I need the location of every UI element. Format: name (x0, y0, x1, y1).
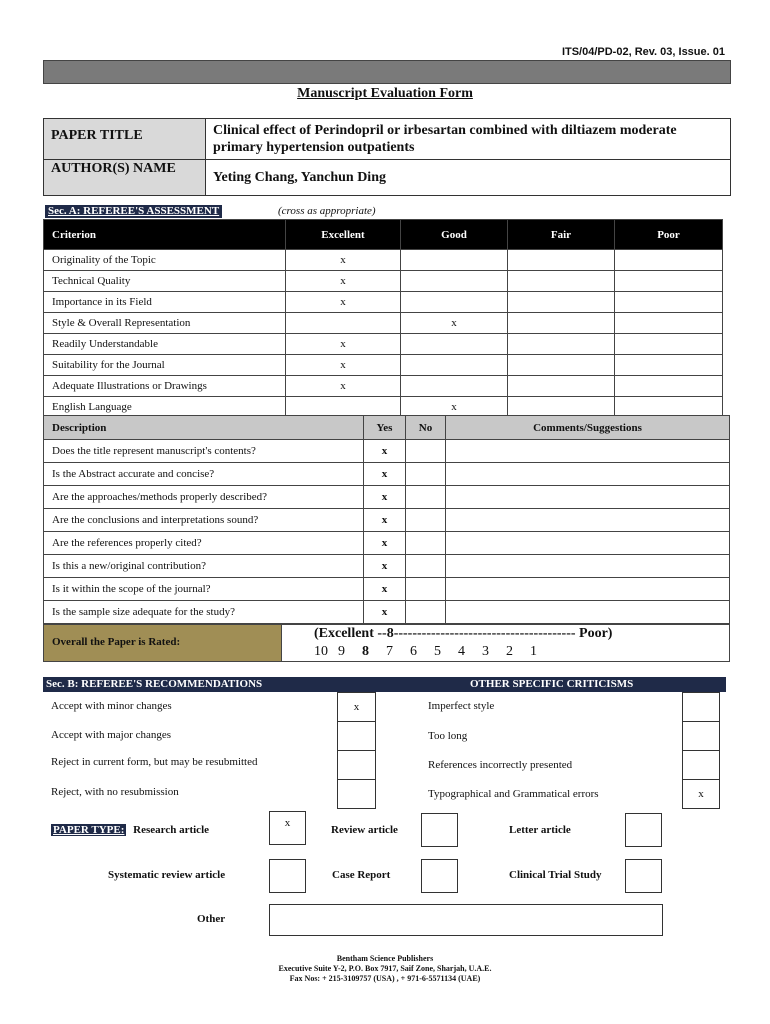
excellent-cell[interactable]: x (286, 271, 401, 292)
question-row (44, 509, 730, 532)
col-criterion: Criterion (44, 220, 286, 250)
col-excellent: Excellent (286, 220, 401, 250)
no-cell[interactable] (406, 440, 446, 463)
fair-cell[interactable] (508, 376, 615, 397)
no-cell[interactable] (406, 463, 446, 486)
fair-cell[interactable] (508, 313, 615, 334)
rating-option[interactable]: 7 (386, 644, 393, 659)
question-row (44, 486, 730, 509)
criterion-label: Style & Overall Representation (44, 313, 286, 334)
poor-cell[interactable] (615, 334, 723, 355)
paper-type-checkbox[interactable] (421, 813, 458, 847)
criterion-label: Suitability for the Journal (44, 355, 286, 376)
fair-cell[interactable] (508, 271, 615, 292)
excellent-cell[interactable]: x (286, 334, 401, 355)
good-cell[interactable] (401, 271, 508, 292)
col-good: Good (401, 220, 508, 250)
paper-type-row (51, 824, 209, 836)
yes-cell[interactable]: x (364, 578, 406, 601)
paper-type-option-label: Case Report (332, 869, 391, 881)
recommendation-label: Reject in current form, but may be resubmitted (51, 756, 258, 768)
good-cell[interactable]: x (401, 313, 508, 334)
col-fair: Fair (508, 220, 615, 250)
criticism-checkbox[interactable]: x (682, 779, 720, 809)
paper-title-label: PAPER TITLE (44, 119, 206, 160)
section-b-heading (43, 677, 726, 692)
comment-cell[interactable] (446, 509, 730, 532)
rating-option[interactable]: 3 (482, 644, 489, 659)
good-cell[interactable]: x (401, 397, 508, 418)
assessment-header-row (44, 220, 723, 250)
no-cell[interactable] (406, 509, 446, 532)
rating-option[interactable]: 6 (410, 644, 417, 659)
assessment-row (44, 313, 723, 334)
good-cell[interactable] (401, 334, 508, 355)
criticism-label: Imperfect style (428, 700, 495, 712)
assessment-row (44, 292, 723, 313)
poor-cell[interactable] (615, 250, 723, 271)
question-text: Are the approaches/methods properly described? (44, 486, 364, 509)
question-row (44, 463, 730, 486)
yes-cell[interactable]: x (364, 601, 406, 624)
fair-cell[interactable] (508, 334, 615, 355)
rating-option[interactable]: 9 (338, 644, 345, 659)
question-row (44, 601, 730, 624)
excellent-cell[interactable]: x (286, 376, 401, 397)
col-poor: Poor (615, 220, 723, 250)
rating-option-selected[interactable]: 8 (362, 644, 369, 659)
criticism-checkbox[interactable] (682, 750, 720, 780)
paper-type-checkbox[interactable]: x (269, 811, 306, 845)
recommendation-checkbox[interactable] (337, 721, 376, 751)
criticism-checkbox[interactable] (682, 692, 720, 722)
criterion-label: Originality of the Topic (44, 250, 286, 271)
comment-cell[interactable] (446, 463, 730, 486)
question-row (44, 578, 730, 601)
criticism-checkbox[interactable] (682, 721, 720, 751)
other-input[interactable] (269, 904, 663, 936)
rating-option[interactable]: 10 (314, 644, 328, 659)
question-text: Is the sample size adequate for the study? (44, 601, 364, 624)
question-text: Is the Abstract accurate and concise? (44, 463, 364, 486)
no-cell[interactable] (406, 555, 446, 578)
paper-type-option-label: Research article (133, 824, 210, 836)
poor-cell[interactable] (615, 271, 723, 292)
criterion-label: Readily Understandable (44, 334, 286, 355)
comment-cell[interactable] (446, 486, 730, 509)
good-cell[interactable] (401, 376, 508, 397)
overall-rating-label: Overall the Paper is Rated: (43, 624, 282, 662)
question-row (44, 440, 730, 463)
yes-cell[interactable]: x (364, 555, 406, 578)
assessment-table (43, 219, 723, 418)
recommendation-checkbox[interactable]: x (337, 692, 376, 722)
recommendation-label: Accept with major changes (51, 729, 172, 741)
yes-cell[interactable]: x (364, 463, 406, 486)
paper-type-checkbox[interactable] (625, 859, 662, 893)
footer-fax: Fax Nos: + 215-3109757 (USA) , + 971-6-5571134 (UAE) (289, 974, 481, 983)
excellent-cell[interactable]: x (286, 355, 401, 376)
rating-line: (Excellent --8--------------------------------------- Poor) (314, 626, 613, 641)
no-cell[interactable] (406, 601, 446, 624)
cross-note: (cross as appropriate) (278, 205, 376, 217)
poor-cell[interactable] (615, 292, 723, 313)
paper-type-option-label: Systematic review article (108, 869, 226, 881)
comment-cell[interactable] (446, 555, 730, 578)
comment-cell[interactable] (446, 440, 730, 463)
comment-cell[interactable] (446, 532, 730, 555)
questions-header-row (44, 416, 730, 440)
criticism-label: Typographical and Grammatical errors (428, 788, 599, 800)
question-text: Are the conclusions and interpretations sound? (44, 509, 364, 532)
question-text: Is this a new/original contribution? (44, 555, 364, 578)
no-cell[interactable] (406, 578, 446, 601)
paper-title-value[interactable]: Clinical effect of Perindopril or irbesartan combined with diltiazem moderate primary hypertension outpatients (206, 119, 731, 160)
no-cell[interactable] (406, 486, 446, 509)
question-text: Does the title represent manuscript's contents? (44, 440, 364, 463)
col-comments: Comments/Suggestions (446, 416, 730, 440)
good-cell[interactable] (401, 355, 508, 376)
assessment-row (44, 250, 723, 271)
assessment-row (44, 334, 723, 355)
yes-cell[interactable]: x (364, 509, 406, 532)
yes-cell[interactable]: x (364, 440, 406, 463)
criterion-label: Importance in its Field (44, 292, 286, 313)
comment-cell[interactable] (446, 578, 730, 601)
paper-type-checkbox[interactable] (269, 859, 306, 893)
col-no: No (406, 416, 446, 440)
rating-option[interactable]: 4 (458, 644, 465, 659)
recommendation-label: Accept with minor changes (51, 700, 172, 712)
good-cell[interactable] (401, 250, 508, 271)
author-name-value[interactable]: Yeting Chang, Yanchun Ding (206, 160, 731, 196)
excellent-cell[interactable] (286, 313, 401, 334)
fair-cell[interactable] (508, 250, 615, 271)
no-cell[interactable] (406, 532, 446, 555)
author-name-label: AUTHOR(S) NAME (44, 160, 206, 196)
paper-type-option-label: Review article (331, 824, 398, 836)
question-text: Are the references properly cited? (44, 532, 364, 555)
form-title: Manuscript Evaluation Form (297, 86, 473, 101)
yes-cell[interactable]: x (364, 532, 406, 555)
footer (0, 954, 770, 984)
comment-cell[interactable] (446, 601, 730, 624)
question-text: Is it within the scope of the journal? (44, 578, 364, 601)
criticisms-label: OTHER SPECIFIC CRITICISMS (470, 678, 634, 690)
paper-type-checkbox[interactable] (625, 813, 662, 847)
rating-option[interactable]: 5 (434, 644, 441, 659)
criterion-label: Adequate Illustrations or Drawings (44, 376, 286, 397)
criticism-label: Too long (428, 730, 468, 742)
poor-cell[interactable] (615, 313, 723, 334)
paper-type-checkbox[interactable] (421, 859, 458, 893)
assessment-row (44, 271, 723, 292)
poor-cell[interactable] (615, 376, 723, 397)
fair-cell[interactable] (508, 355, 615, 376)
excellent-cell[interactable]: x (286, 250, 401, 271)
recommendation-checkbox[interactable] (337, 779, 376, 809)
recommendation-checkbox[interactable] (337, 750, 376, 780)
document-reference: ITS/04/PD-02, Rev. 03, Issue. 01 (561, 46, 725, 58)
rating-option[interactable]: 1 (530, 644, 537, 659)
question-row (44, 555, 730, 578)
footer-publisher: Bentham Science Publishers (336, 954, 434, 963)
excellent-cell[interactable]: x (286, 292, 401, 313)
rating-option[interactable]: 2 (506, 644, 513, 659)
good-cell[interactable] (401, 292, 508, 313)
header-bar (43, 60, 731, 84)
footer-address: Executive Suite Y-2, P.O. Box 7917, Saif Zone, Sharjah, U.A.E. (278, 964, 492, 973)
yes-cell[interactable]: x (364, 486, 406, 509)
col-yes: Yes (364, 416, 406, 440)
assessment-row (44, 355, 723, 376)
criterion-label: English Language (44, 397, 286, 418)
question-row (44, 532, 730, 555)
recommendations-label: Sec. B: REFEREE'S RECOMMENDATIONS (46, 678, 263, 690)
paper-type-label: PAPER TYPE: (53, 824, 125, 836)
questions-table (43, 415, 730, 624)
paper-info-table (43, 118, 731, 196)
rating-scale (314, 644, 554, 660)
paper-type-option-label: Clinical Trial Study (509, 869, 602, 881)
section-a-heading: Sec. A: REFEREE'S ASSESSMENT (45, 205, 222, 218)
paper-type-option-label: Letter article (509, 824, 571, 836)
assessment-row (44, 376, 723, 397)
criticism-label: References incorrectly presented (428, 759, 573, 771)
other-label: Other (197, 913, 226, 925)
recommendation-label: Reject, with no resubmission (51, 786, 179, 798)
poor-cell[interactable] (615, 355, 723, 376)
fair-cell[interactable] (508, 292, 615, 313)
col-description: Description (44, 416, 364, 440)
criterion-label: Technical Quality (44, 271, 286, 292)
